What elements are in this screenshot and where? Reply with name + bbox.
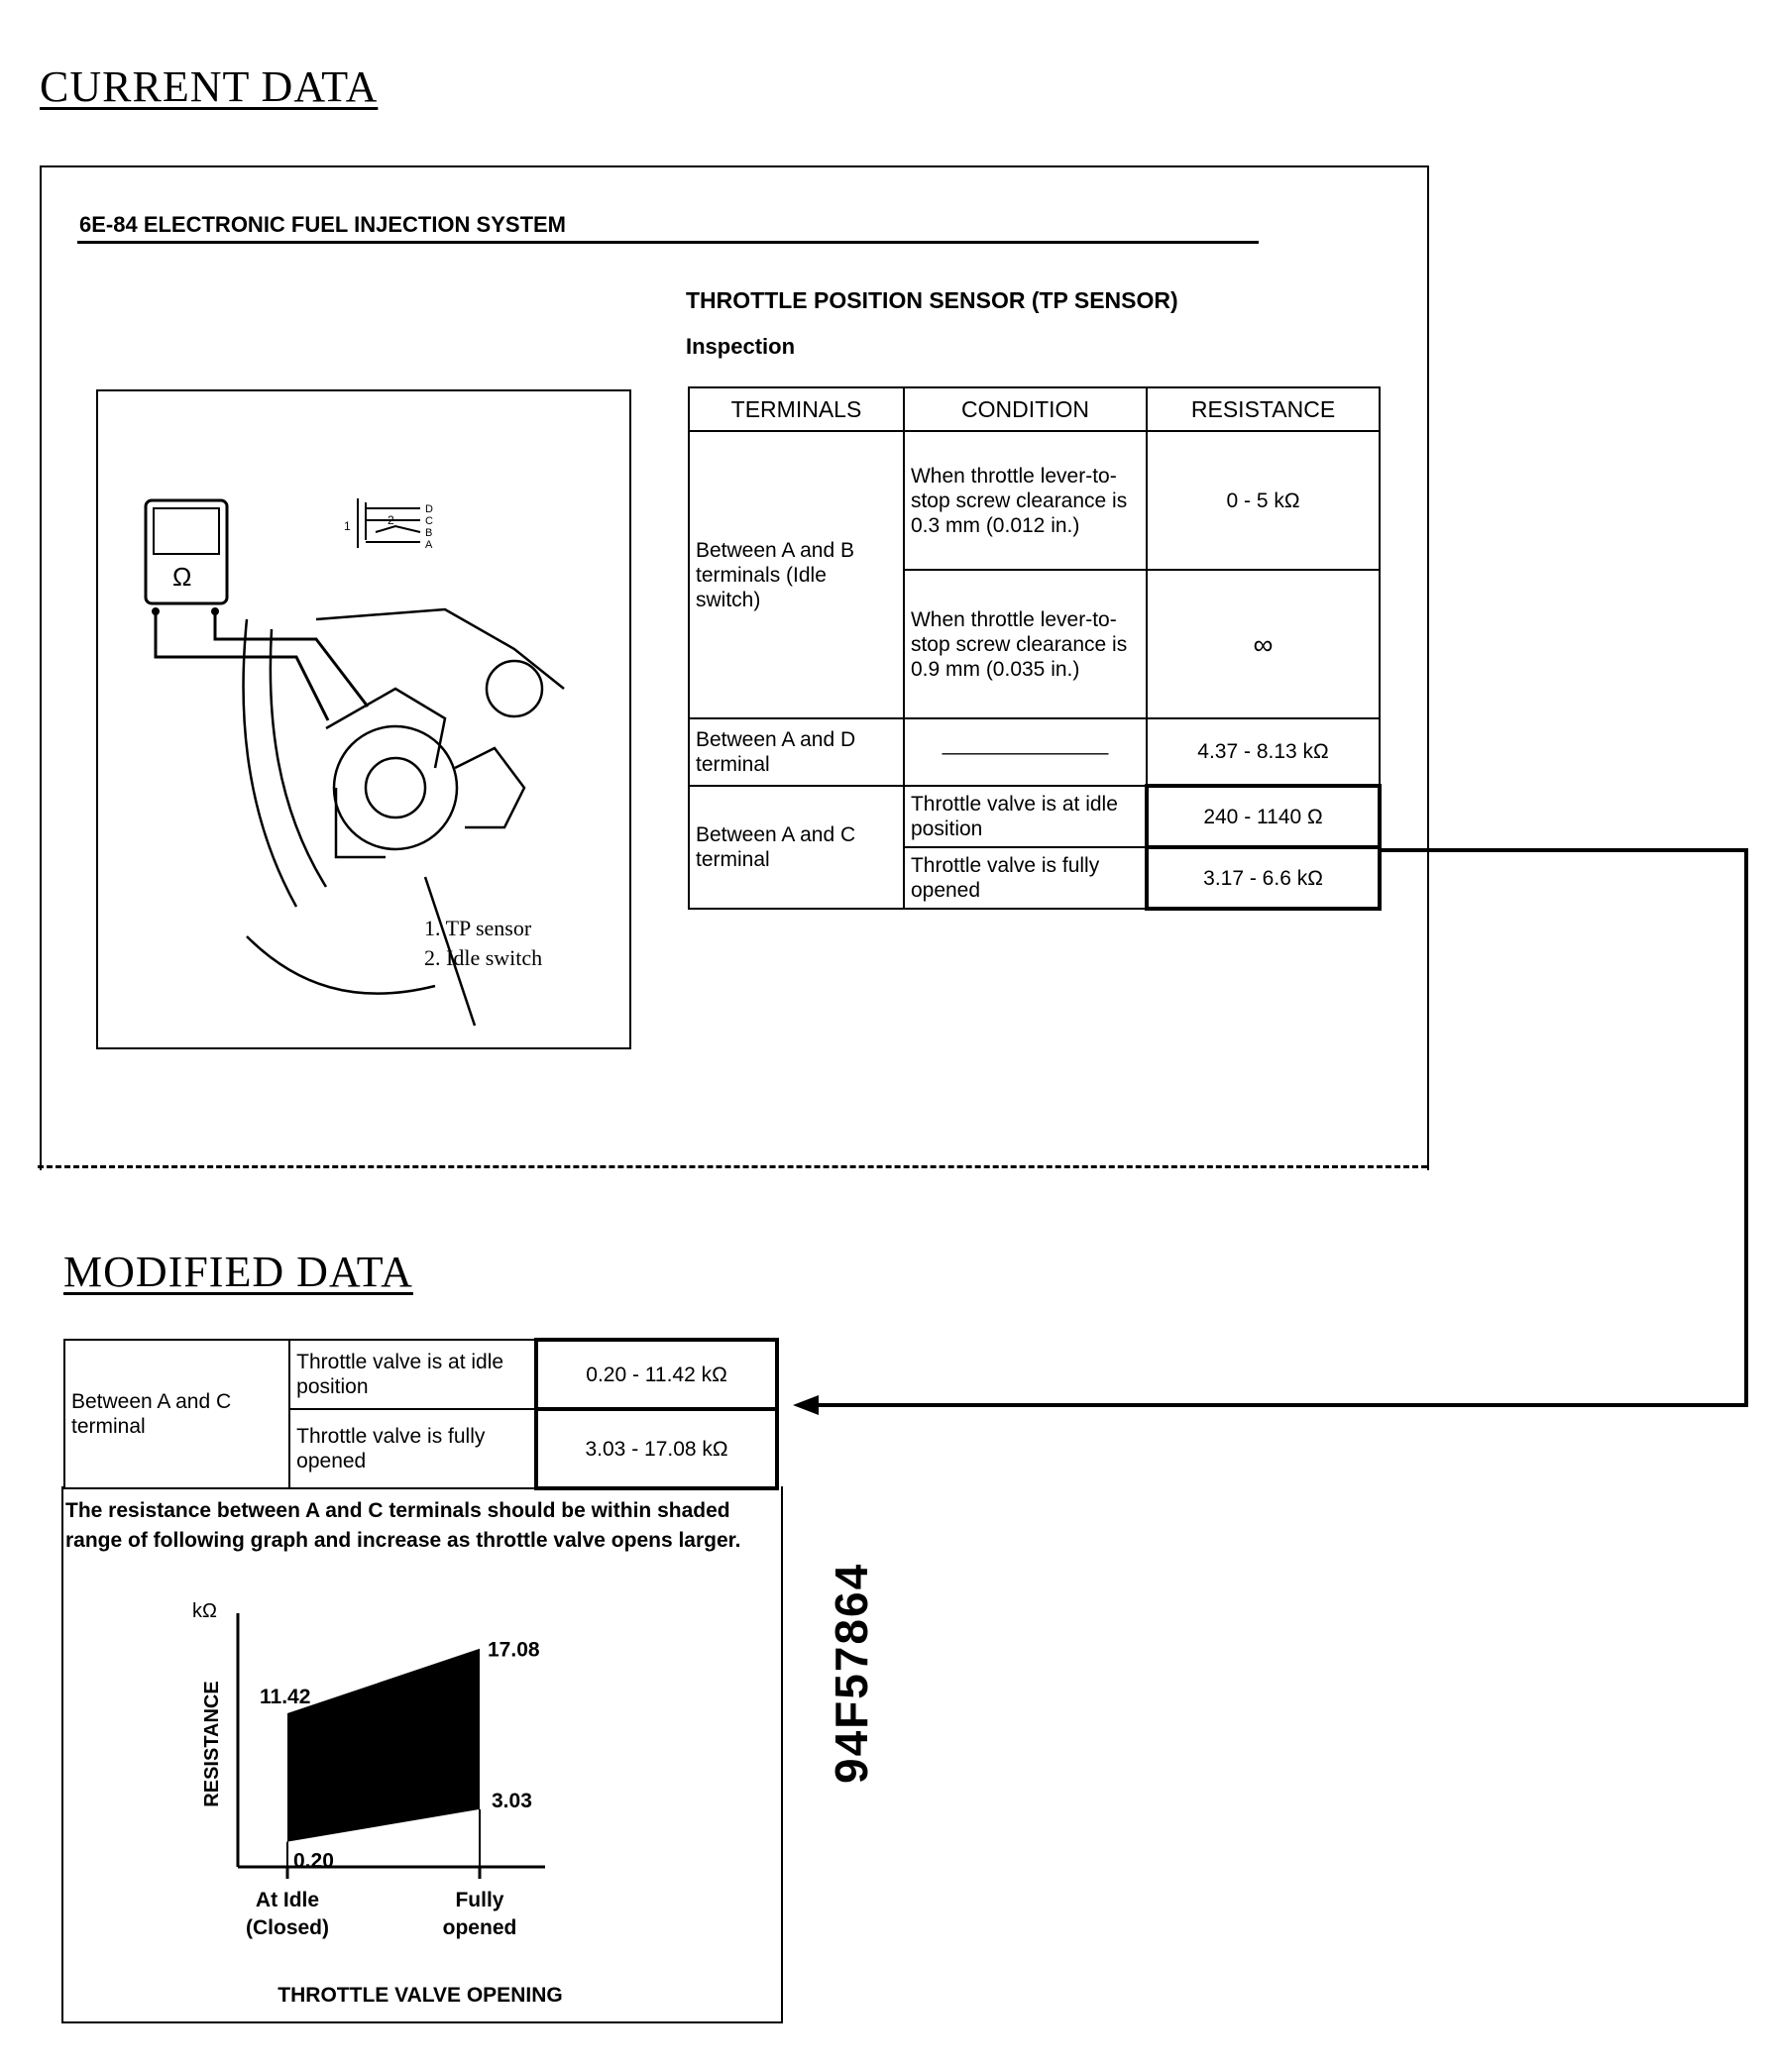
svg-text:B: B xyxy=(425,527,433,539)
header-resistance: RESISTANCE xyxy=(1147,387,1380,431)
tp-sensor-figure xyxy=(96,389,631,1049)
cell-ab-condition-1: When throttle lever-to-stop screw clearance is 0.3 mm (0.012 in.) xyxy=(904,431,1147,570)
arrowhead-icon xyxy=(793,1395,819,1415)
dashed-separator xyxy=(38,1165,1427,1168)
mod-cell-resistance-2: 3.03 - 17.08 kΩ xyxy=(536,1409,777,1488)
section-subtitle: Inspection xyxy=(686,334,796,359)
header-condition: CONDITION xyxy=(904,387,1147,431)
cell-ab-resistance-1: 0 - 5 kΩ xyxy=(1147,431,1380,570)
resistance-chart xyxy=(61,1595,779,2012)
caption-tp-sensor: 1. TP sensor xyxy=(424,916,532,940)
header-rule xyxy=(77,241,1259,244)
svg-text:C: C xyxy=(425,515,433,527)
modified-note: The resistance between A and C terminals should be within shaded range of following graph and increase as throttle valve opens larger. xyxy=(65,1499,741,1552)
mod-cell-condition-1: Throttle valve is at idle position xyxy=(289,1340,536,1409)
x-tick-label-open-sub: opened xyxy=(442,1916,517,1939)
y-unit-label: kΩ xyxy=(192,1600,217,1622)
svg-text:A: A xyxy=(425,539,433,551)
current-data-heading: CURRENT DATA xyxy=(40,62,379,111)
cell-ad-resistance: 4.37 - 8.13 kΩ xyxy=(1147,718,1380,786)
cell-ab-terminals: Between A and B terminals (Idle switch) xyxy=(689,431,904,718)
header-terminals: TERMINALS xyxy=(689,387,904,431)
tp-sensor-spec-table xyxy=(688,386,1382,911)
cell-ac-condition-2: Throttle valve is fully opened xyxy=(904,847,1147,909)
cell-ad-terminals: Between A and D terminal xyxy=(689,718,904,786)
modified-data-heading: MODIFIED DATA xyxy=(63,1248,413,1296)
section-title: THROTTLE POSITION SENSOR (TP SENSOR) xyxy=(686,287,1178,313)
cell-ac-resistance-2: 3.17 - 6.6 kΩ xyxy=(1147,847,1380,909)
cell-ac-terminals: Between A and C terminal xyxy=(689,786,904,909)
caption-idle-switch: 2. Idle switch xyxy=(424,945,543,970)
label-min-idle: 0.20 xyxy=(293,1849,334,1873)
x-tick-label-open: Fully xyxy=(455,1889,504,1911)
ohm-symbol-label: Ω xyxy=(172,562,192,592)
label-max-open: 17.08 xyxy=(488,1638,540,1662)
terminal-labels xyxy=(425,503,433,551)
mod-cell-condition-2: Throttle valve is fully opened xyxy=(289,1409,536,1488)
cell-ab-resistance-2: ∞ xyxy=(1147,570,1380,718)
x-tick-label-idle: At Idle xyxy=(255,1889,320,1911)
x-axis-label: THROTTLE VALVE OPENING xyxy=(278,1984,563,2007)
mod-cell-resistance-1: 0.20 - 11.42 kΩ xyxy=(536,1340,777,1409)
tp-sensor-illustration xyxy=(98,391,629,1047)
svg-text:2: 2 xyxy=(388,513,394,527)
mod-cell-terminals: Between A and C terminal xyxy=(64,1340,289,1488)
cell-ad-condition: ———————— xyxy=(904,718,1147,786)
svg-text:1: 1 xyxy=(344,519,351,533)
figure-caption xyxy=(424,914,542,973)
modified-spec-table xyxy=(63,1338,779,1490)
document-header: 6E-84 ELECTRONIC FUEL INJECTION SYSTEM xyxy=(79,212,567,237)
label-max-idle: 11.42 xyxy=(260,1686,311,1709)
cell-ac-condition-1: Throttle valve is at idle position xyxy=(904,786,1147,847)
x-tick-label-idle-sub: (Closed) xyxy=(246,1916,329,1939)
y-axis-label: RESISTANCE xyxy=(201,1681,223,1807)
cell-ac-resistance-1: 240 - 1140 Ω xyxy=(1147,786,1380,847)
svg-text:D: D xyxy=(425,503,433,515)
resistance-range-band xyxy=(287,1649,480,1842)
document-id: 94F57864 xyxy=(826,1562,877,1784)
cell-ab-condition-2: When throttle lever-to-stop screw clearance is 0.9 mm (0.035 in.) xyxy=(904,570,1147,718)
label-min-open: 3.03 xyxy=(492,1789,532,1812)
